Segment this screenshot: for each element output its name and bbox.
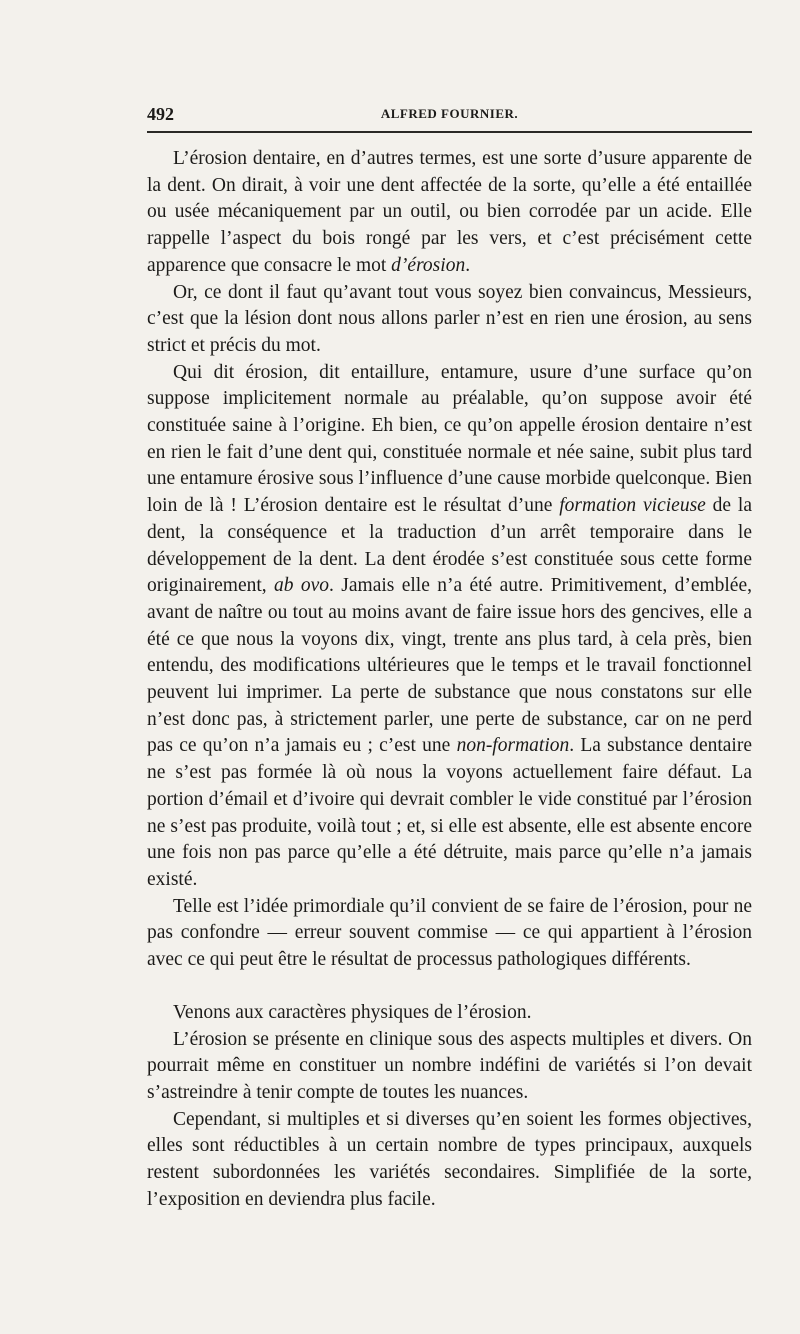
body-text (147, 146, 752, 1213)
paragraph (147, 280, 752, 360)
paragraph (147, 1027, 752, 1107)
text-run: Cependant, si multiples et si diverses qu’en soient les formes objectives, elles sont réductibles à un certain nombre de types principaux, auxquels restent subordonnées les variétés secondaires. Simplifiée de la sorte, l’exposition en deviendra plus facile. (147, 1108, 752, 1210)
paragraph (147, 894, 752, 974)
running-title: ALFRED FOURNIER. (380, 106, 519, 121)
text-run: Telle est l’idée primordiale qu’il convient de se faire de l’érosion, pour ne pas confondre — erreur souvent commise — ce qui appartient à l’érosion avec ce qui peut être le résultat de processus pathologiques différents. (147, 895, 752, 971)
text-run: Or, ce dont il faut qu’avant tout vous soyez bien convaincus, Messieurs, c’est que la lésion dont nous allons parler n’est en rien une érosion, au sens strict et précis du mot. (147, 281, 752, 356)
text-run: L’érosion dentaire, en d’autres termes, est une sorte d’usure apparente de la dent. On dirait, à voir une dent affectée de la sorte, qu’elle a été entaillée ou usée mécaniquement par un outil, ou bien corrodée par un acide. Elle rappelle l’aspect du bois rongé par les vers, et c’est précisément cette apparence que consacre le mot (147, 148, 752, 276)
text-run: . Jamais elle n’a été autre. Primitivement, d’emblée, avant de naître ou tout au moins avant de faire issue hors des gencives, elle a été ce que nous la voyons dix, vingt, trente ans plus tard, à cela près, bien entendu, des modifications ultérieures que le temps et le travail fonctionnel peuvent lui imprimer. La perte de substance que nous constatons sur elle n’est donc pas, à strictement parler, une perte de substance, car on ne perd pas ce qu’on n’a jamais eu ; c’est une (147, 575, 752, 757)
page-number: 492 (147, 104, 174, 124)
paragraph (147, 146, 752, 280)
paragraph (147, 1107, 752, 1214)
text-run: Venons aux caractères physiques de l’érosion. (173, 1001, 532, 1023)
text-run: . (465, 254, 471, 276)
running-head (147, 100, 752, 130)
paragraph (147, 1000, 752, 1027)
paragraph (147, 360, 752, 894)
text-run: de la dent, la conséquence et la traduction d’un arrêt temporaire dans le développement de la dent. La dent érodée s’est constituée sous cette forme originairement, (147, 495, 753, 597)
italic-term: d’érosion (391, 254, 466, 276)
text-run: . La substance dentaire ne s’est pas formée là où nous la voyons actuellement faire défaut. La portion d’émail et d’ivoire qui devrait combler le vide constitué par l’érosion ne s’est pas produite, voilà tout ; et, si elle est absente, elle est absente encore une fois non pas parce qu’elle a été détruite, mais parce qu’elle n’a jamais existé. (147, 735, 753, 890)
italic-term: non-formation (456, 735, 570, 757)
header-rule (147, 131, 752, 133)
text-run: Qui dit érosion, dit entaillure, entamure, usure d’une surface qu’on suppose implicitement normale au préalable, qu’on suppose avoir été constituée saine à l’origine. Eh bien, ce qu’on appelle érosion dentaire n’est en rien le fait d’une dent qui, constituée normale et née saine, subit plus tard une entamure érosive sous l’influence d’une cause morbide quelconque. Bien loin de là ! L’érosion dentaire est le résultat d’une (147, 361, 752, 517)
italic-term: ab ovo (274, 575, 330, 597)
text-run: L’érosion se présente en clinique sous des aspects multiples et divers. On pourrait même en constituer un nombre indéfini de variétés si l’on devait s’astreindre à tenir compte de toutes les nuances. (147, 1028, 752, 1103)
italic-term: formation vicieuse (559, 495, 706, 517)
